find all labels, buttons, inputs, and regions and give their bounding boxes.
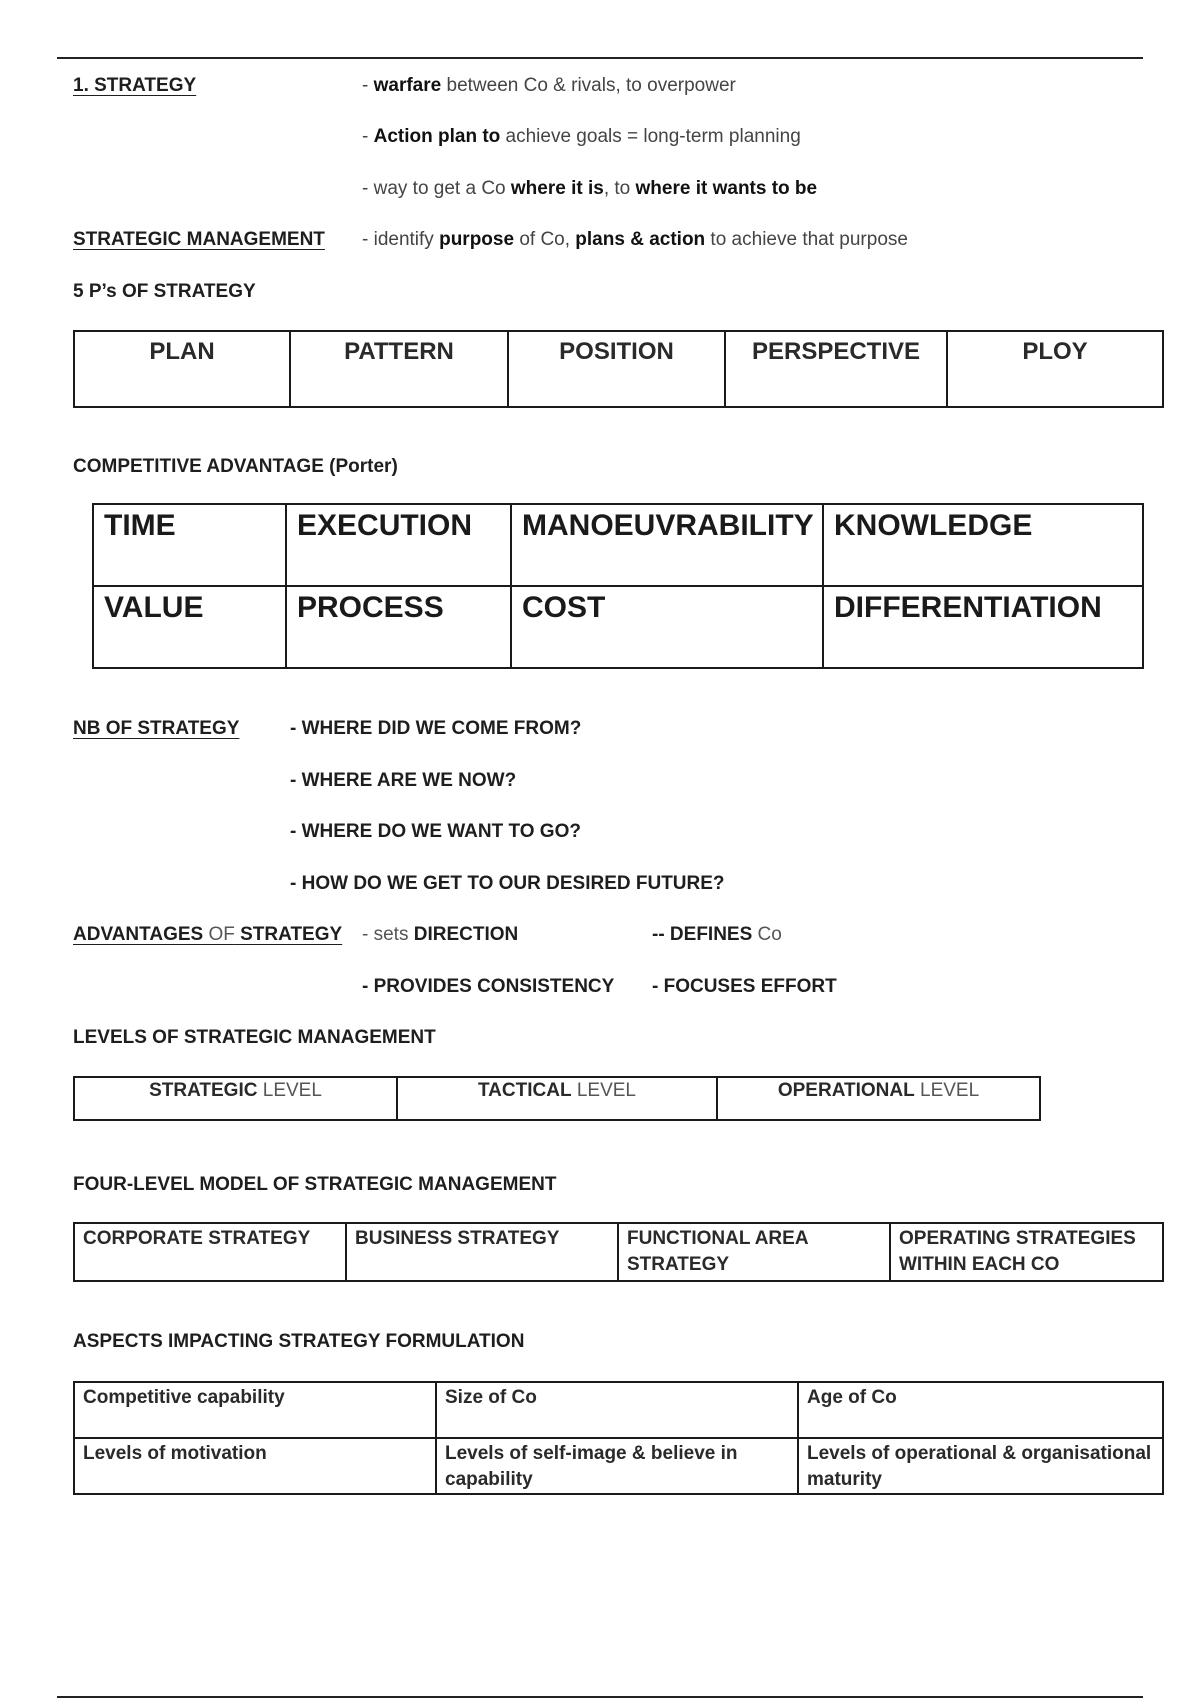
aspect-cell: Levels of motivation bbox=[74, 1438, 436, 1494]
ca-cell: EXECUTION bbox=[286, 504, 511, 586]
five-ps-heading: 5 P’s OF STRATEGY bbox=[73, 281, 256, 302]
five-ps-pattern: PATTERN bbox=[290, 331, 508, 407]
competitive-advantage-row bbox=[93, 504, 1143, 586]
aspects-heading: ASPECTS IMPACTING STRATEGY FORMULATION bbox=[73, 1331, 525, 1352]
level-operational: OPERATIONAL LEVEL bbox=[717, 1077, 1040, 1120]
five-ps-position: POSITION bbox=[508, 331, 725, 407]
advantage-consistency: - PROVIDES CONSISTENCY bbox=[362, 976, 615, 997]
top-rule bbox=[57, 57, 1143, 59]
strategy-heading: 1. STRATEGY bbox=[73, 75, 197, 96]
nb-question-3: - WHERE DO WE WANT TO GO? bbox=[290, 821, 581, 842]
strategic-management-definition: - identify purpose of Co, plans & action to achieve that purpose bbox=[362, 229, 908, 250]
five-ps-table bbox=[73, 330, 1164, 408]
aspects-table bbox=[73, 1381, 1164, 1495]
four-level-operating: OPERATING STRATEGIES WITHIN EACH CO bbox=[890, 1223, 1163, 1281]
four-level-corporate: CORPORATE STRATEGY bbox=[74, 1223, 346, 1281]
advantage-focuses-effort: - FOCUSES EFFORT bbox=[652, 976, 837, 997]
level-strategic: STRATEGIC LEVEL bbox=[74, 1077, 397, 1120]
advantage-defines-co: -- DEFINES Co bbox=[652, 924, 782, 945]
four-level-heading: FOUR-LEVEL MODEL OF STRATEGIC MANAGEMENT bbox=[73, 1174, 557, 1195]
level-tactical: TACTICAL LEVEL bbox=[397, 1077, 717, 1120]
competitive-advantage-heading: COMPETITIVE ADVANTAGE (Porter) bbox=[73, 456, 398, 477]
five-ps-plan: PLAN bbox=[74, 331, 290, 407]
strategy-point-2: - Action plan to achieve goals = long-term planning bbox=[362, 126, 801, 147]
aspect-cell: Levels of self-image & believe in capability bbox=[436, 1438, 798, 1494]
four-level-table bbox=[73, 1222, 1164, 1282]
advantage-sets-direction: - sets DIRECTION bbox=[362, 924, 519, 945]
nb-question-2: - WHERE ARE WE NOW? bbox=[290, 770, 517, 791]
nb-of-strategy-heading: NB OF STRATEGY bbox=[73, 718, 240, 739]
ca-cell: TIME bbox=[93, 504, 286, 586]
ca-cell: DIFFERENTIATION bbox=[823, 586, 1143, 668]
aspect-cell: Age of Co bbox=[798, 1382, 1163, 1438]
aspects-row bbox=[74, 1438, 1163, 1494]
four-level-functional: FUNCTIONAL AREA STRATEGY bbox=[618, 1223, 890, 1281]
strategy-point-3: - way to get a Co where it is, to where it wants to be bbox=[362, 178, 818, 199]
ca-cell: VALUE bbox=[93, 586, 286, 668]
five-ps-perspective: PERSPECTIVE bbox=[725, 331, 947, 407]
competitive-advantage-table bbox=[92, 503, 1144, 669]
strategic-management-heading: STRATEGIC MANAGEMENT bbox=[73, 229, 325, 250]
aspect-cell: Size of Co bbox=[436, 1382, 798, 1438]
aspects-row bbox=[74, 1382, 1163, 1438]
ca-cell: KNOWLEDGE bbox=[823, 504, 1143, 586]
ca-cell: MANOEUVRABILITY bbox=[511, 504, 823, 586]
competitive-advantage-row bbox=[93, 586, 1143, 668]
aspect-cell: Levels of operational & organisational maturity bbox=[798, 1438, 1163, 1494]
levels-heading: LEVELS OF STRATEGIC MANAGEMENT bbox=[73, 1027, 436, 1048]
levels-table bbox=[73, 1076, 1041, 1121]
five-ps-ploy: PLOY bbox=[947, 331, 1163, 407]
strategy-point-1: - warfare between Co & rivals, to overpower bbox=[362, 75, 736, 96]
advantages-heading: ADVANTAGES OF STRATEGY bbox=[73, 924, 343, 945]
bottom-rule bbox=[57, 1696, 1143, 1698]
ca-cell: COST bbox=[511, 586, 823, 668]
nb-question-1: - WHERE DID WE COME FROM? bbox=[290, 718, 582, 739]
ca-cell: PROCESS bbox=[286, 586, 511, 668]
aspect-cell: Competitive capability bbox=[74, 1382, 436, 1438]
nb-question-4: - HOW DO WE GET TO OUR DESIRED FUTURE? bbox=[290, 873, 725, 894]
four-level-business: BUSINESS STRATEGY bbox=[346, 1223, 618, 1281]
